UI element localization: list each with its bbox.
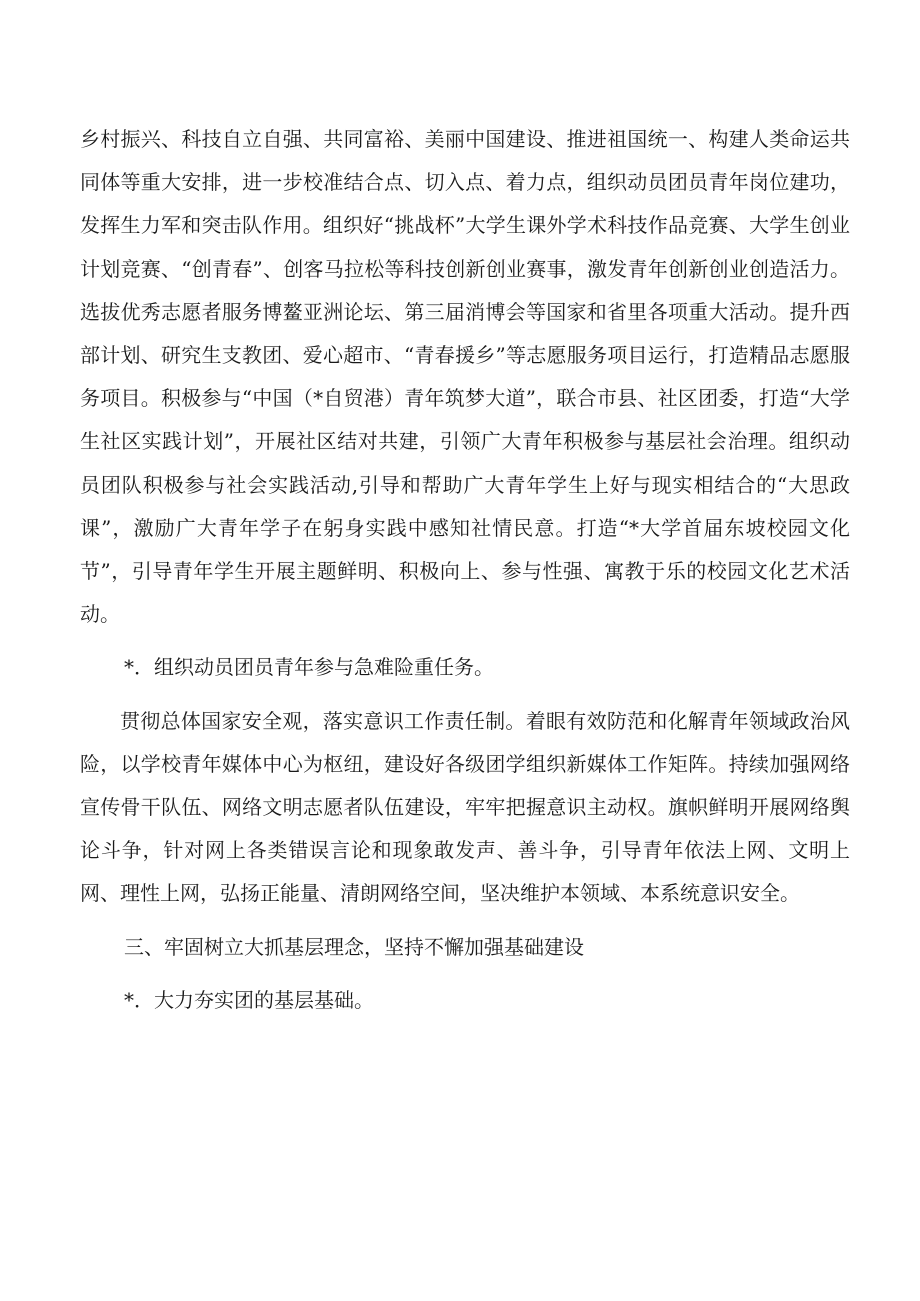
paragraph-youth-activities: 乡村振兴、科技自立自强、共同富裕、美丽中国建设、推进祖国统一、构建人类命运共同体等重大安排，进一步校准结合点、切入点、着力点，组织动员团员青年岗位建功，发挥生力军和突击队作用。组织好“挑战杯”大学生课外学术科技作品竞赛、大学生创业计划竞赛、“创青春”、创客马拉松等科技创新创业赛事，激发青年创新创业创造活力。选拔优秀志愿者服务博鳌亚洲论坛、第三届消博会等国家和省里各项重大活动。提升西部计划、研究生支教团、爱心超市、“青春援乡”等志愿服务项目运行，打造精品志愿服务项目。积极参与“中国（*自贸港）青年筑梦大道”，联合市县、社区团委，打造“大学生社区实践计划”，开展社区结对共建，引领广大青年积极参与基层社会治理。组织动员团队积极参与社会实践活动,引导和帮助广大青年学生上好与现实相结合的“大思政课”，激励广大青年学子在躬身实践中感知社情民意。打造“*大学首届东坡校园文化节”，引导青年学生开展主题鲜明、积极向上、参与性强、寓教于乐的校园文化艺术活动。 — [80, 127, 850, 627]
document-body — [80, 118, 850, 1022]
subheading-emergency-tasks: *．组织动员团员青年参与急难险重任务。 — [124, 655, 494, 680]
section-heading-grassroots: 三、牢固树立大抓基层理念，坚持不懈加强基础建设 — [124, 934, 584, 959]
paragraph-security-work: 贯彻总体国家安全观，落实意识工作责任制。着眼有效防范和化解青年领域政治风险，以学校青年媒体中心为枢纽，建设好各级团学组织新媒体工作矩阵。持续加强网络宣传骨干队伍、网络文明志愿者队伍建设，牢牢把握意识主动权。旗帜鲜明开展网络舆论斗争，针对网上各类错误言论和现象敢发声、善斗争，引导青年依法上网、文明上网、理性上网，弘扬正能量、清朗网络空间，坚决维护本领域、本系统意识安全。 — [80, 708, 850, 906]
subheading-grassroots-foundation: *．大力夯实团的基层基础。 — [124, 987, 374, 1012]
